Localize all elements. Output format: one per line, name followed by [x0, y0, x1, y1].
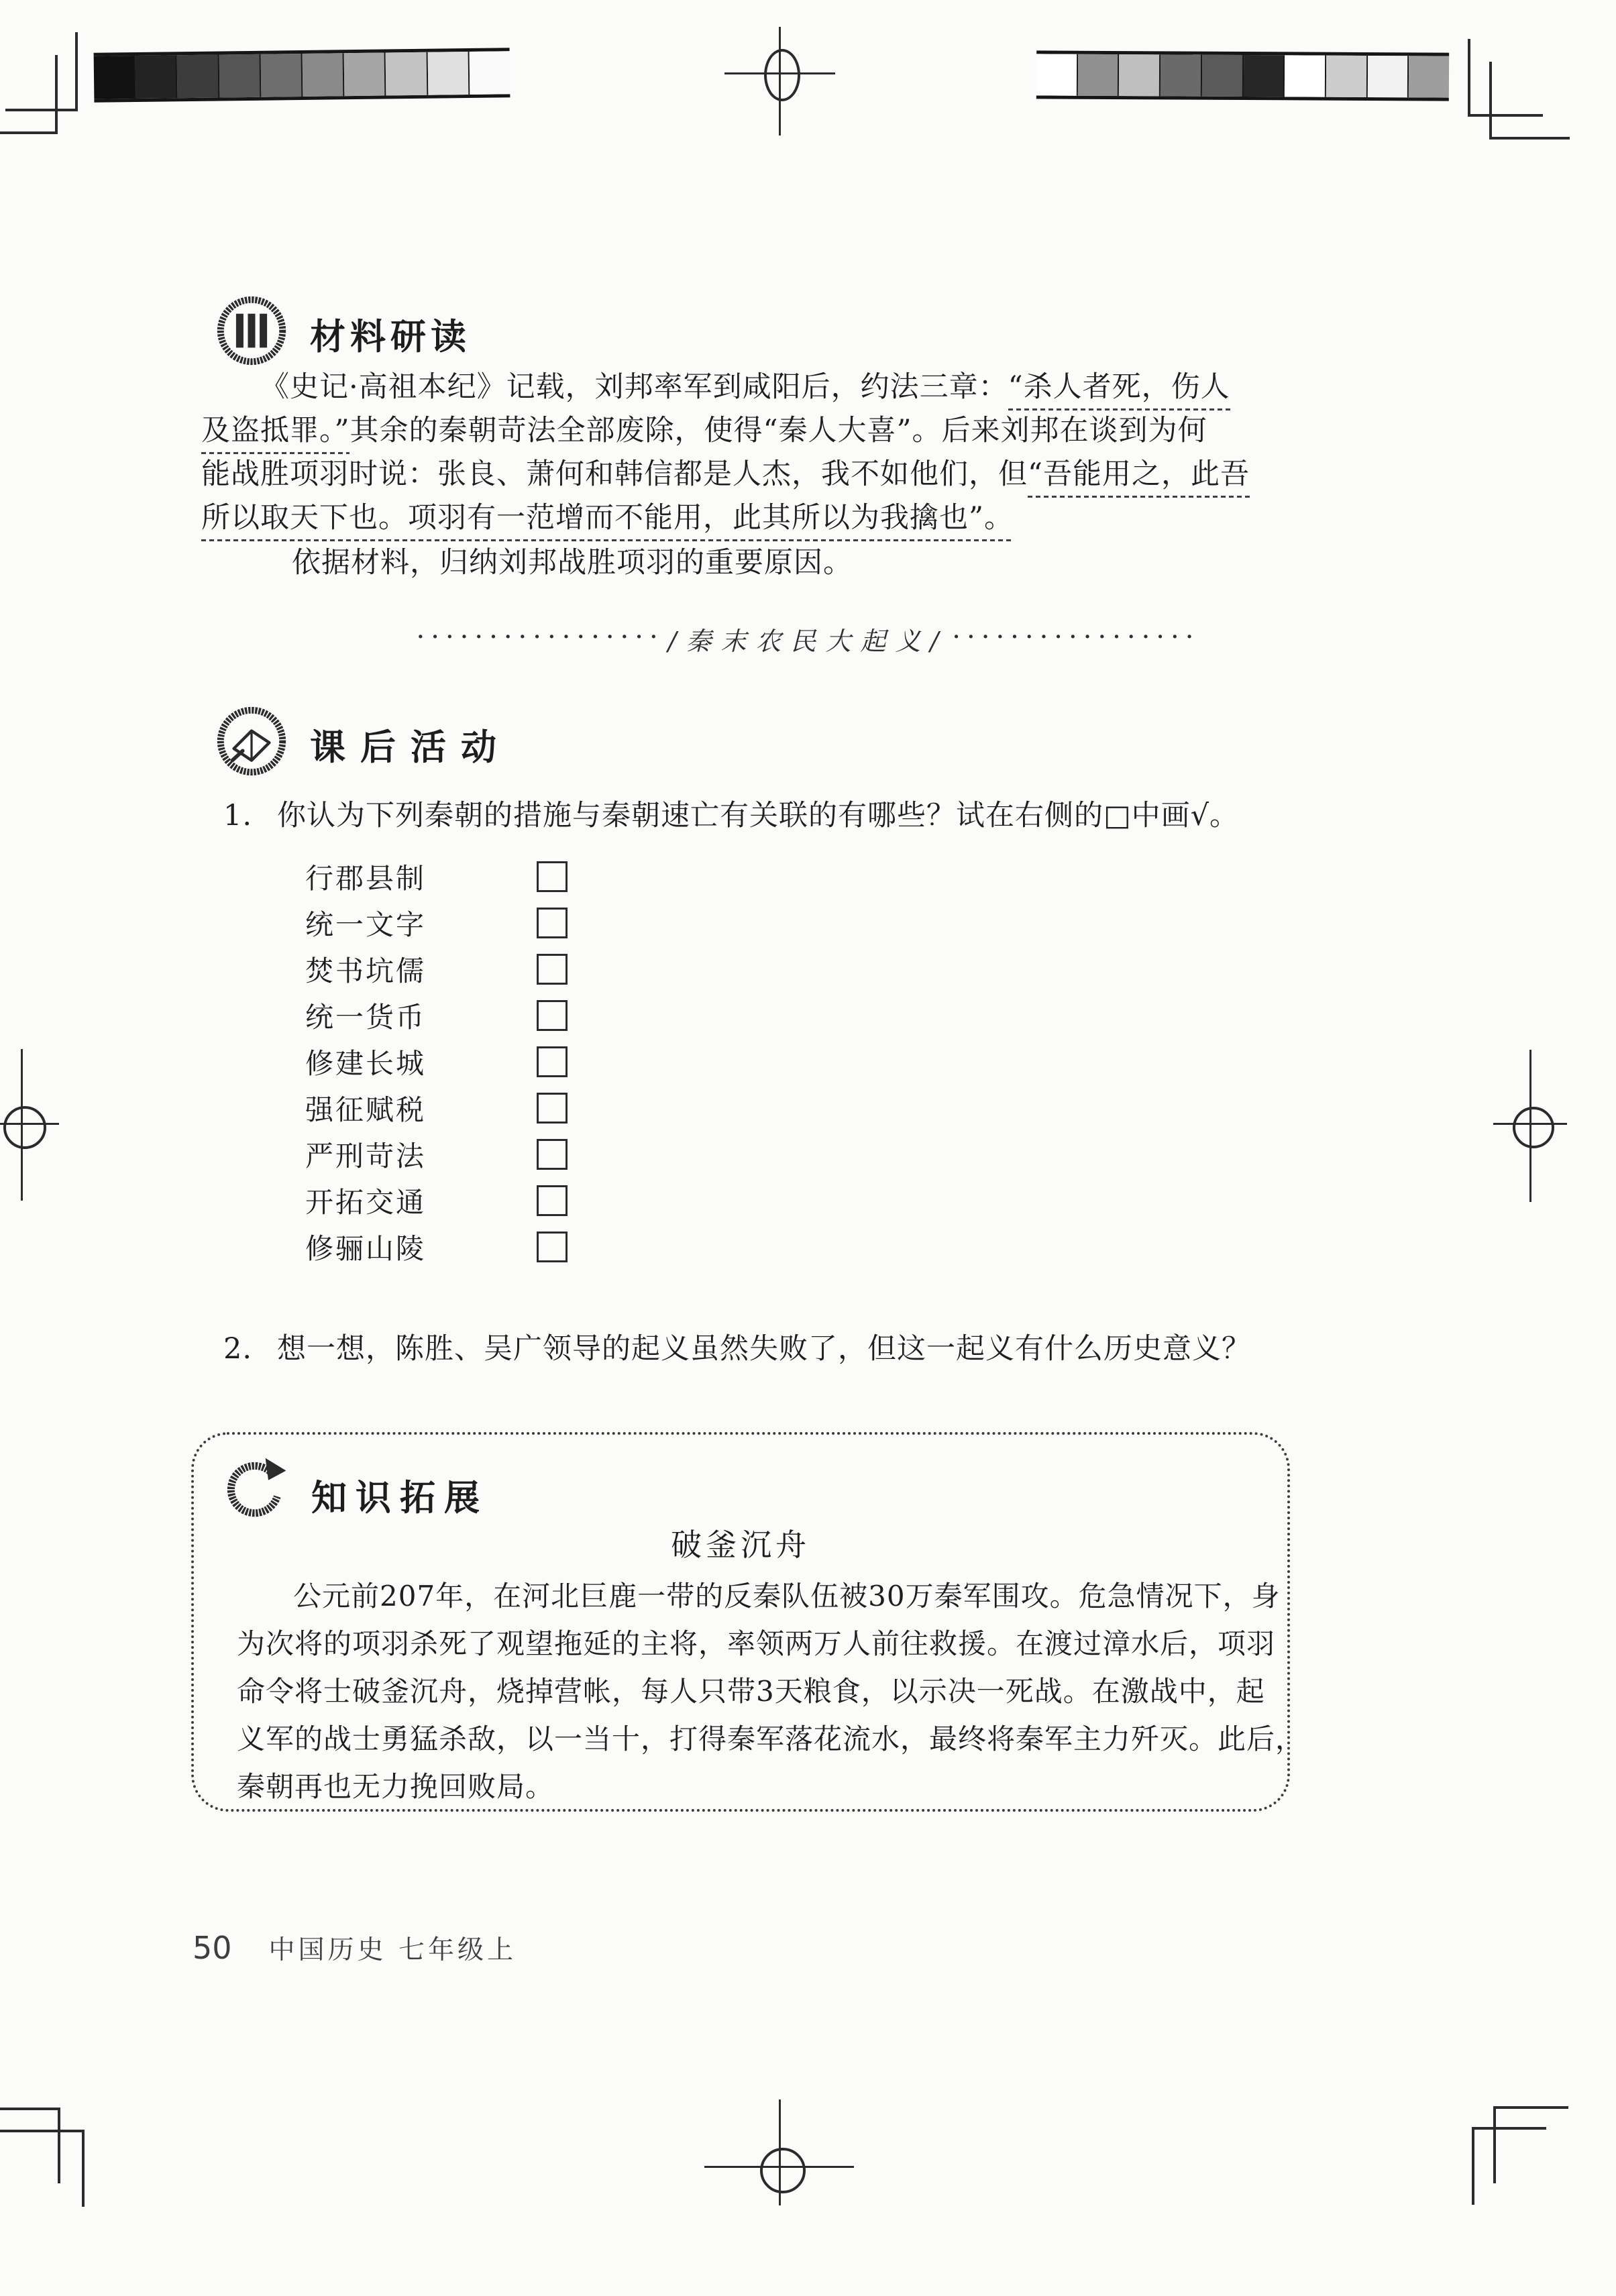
section-divider [0, 620, 1616, 657]
checkbox[interactable] [537, 1139, 568, 1170]
checkbox[interactable] [537, 861, 568, 892]
material-underlined-segment: “杀人者死，伤人 [1008, 370, 1230, 411]
calibration-patch [177, 55, 219, 99]
material-reading-heading: 材料研读 [310, 317, 471, 358]
material-text-segment: 能战胜项羽时说：张良、萧何和韩信都是人杰，我不如他们，但 [201, 457, 1028, 491]
checklist-row [305, 946, 568, 992]
calibration-patch [136, 55, 178, 99]
calibration-patch [1036, 54, 1078, 95]
page-number: 50 [193, 1930, 232, 1966]
calibration-patch [469, 51, 510, 95]
material-text-segment: 其余的秦朝苛法全部废除，使得“秦人大喜”。后来刘邦在谈到为何 [349, 414, 1207, 447]
checkbox-item-label: 严刑苛法 [305, 1139, 427, 1172]
checkbox[interactable] [537, 1046, 568, 1077]
calibration-patch [260, 54, 303, 97]
calibration-patch [386, 52, 428, 96]
material-line [201, 409, 1301, 453]
material-underlined-segment: 及盗抵罪。” [201, 414, 349, 454]
checklist [305, 853, 568, 1270]
checklist-row [305, 1131, 568, 1177]
material-underlined-segment: “吾能用之，此吾 [1028, 457, 1250, 498]
checklist-row [305, 1223, 568, 1270]
material-line [201, 453, 1301, 496]
knowledge-line: 命令将士破釜沉舟，烧掉营帐，每人只带3天粮食，以示决一死战。在激战中，起 [237, 1675, 1265, 1708]
checkbox[interactable] [537, 908, 568, 938]
checkbox-item-label: 焚书坑儒 [305, 954, 427, 987]
checkbox[interactable] [537, 1185, 568, 1216]
checklist-row [305, 992, 568, 1038]
checkbox[interactable] [537, 1000, 568, 1031]
divider-dots-left: ················· [416, 622, 664, 653]
calibration-bar-right [1036, 50, 1449, 101]
calibration-patch [219, 54, 261, 98]
knowledge-story-title: 破釜沉舟 [671, 1527, 810, 1563]
checklist-row [305, 853, 568, 899]
material-line [201, 496, 1301, 540]
calibration-patch [1119, 54, 1161, 96]
checkbox-item-label: 修建长城 [305, 1046, 427, 1080]
material-text-segment: 《史记·高祖本纪》记载，刘邦率军到咸阳后，约法三章： [260, 370, 1008, 404]
calibration-patch [1202, 55, 1244, 97]
knowledge-line: 为次将的项羽杀死了观望拖延的主将，率领两万人前往救援。在渡过漳水后，项羽 [237, 1627, 1276, 1660]
calibration-patch [1161, 54, 1202, 96]
divider-dots-right: ················· [952, 622, 1200, 653]
material-underlined-segment: 所以取天下也。项羽有一范增而不能用，此其所以为我擒也”。 [201, 501, 1014, 541]
checkbox[interactable] [537, 954, 568, 985]
checkbox-item-label: 行郡县制 [305, 861, 427, 895]
calibration-patch [1409, 56, 1449, 97]
open-book-pen-icon [215, 704, 288, 778]
calibration-patch [427, 52, 470, 95]
page-footer [193, 1929, 517, 1967]
question-1-number: 1. [223, 799, 253, 832]
question-1 [223, 793, 1239, 834]
checklist-row [305, 1038, 568, 1085]
question-2-text: 想一想，陈胜、吴广领导的起义虽然失败了，但这一起义有什么历史意义？ [277, 1332, 1251, 1366]
calibration-patch [1367, 56, 1409, 97]
checkbox[interactable] [537, 1093, 568, 1124]
knowledge-extension-box [191, 1432, 1305, 1812]
checkbox-item-label: 强征赋税 [305, 1093, 427, 1126]
material-line [201, 366, 1301, 409]
knowledge-line: 义军的战士勇猛杀敌，以一当十，打得秦军落花流水，最终将秦军主力歼灭。此后， [237, 1723, 1305, 1755]
circular-arrow-icon [217, 1452, 290, 1526]
calibration-patch [1326, 56, 1368, 97]
knowledge-line: 公元前207年，在河北巨鹿一带的反秦队伍被30万秦军围攻。危急情况下，身 [293, 1580, 1281, 1612]
book-title: 中国历史 七年级上 [268, 1935, 517, 1965]
checkbox[interactable] [537, 1232, 568, 1262]
material-prompt: 依据材料，归纳刘邦战胜项羽的重要原因。 [292, 546, 853, 580]
scroll-bars-icon [215, 294, 288, 368]
checklist-row [305, 899, 568, 946]
checkbox-item-label: 统一文字 [305, 908, 427, 941]
knowledge-line: 秦朝再也无力挽回败局。 [237, 1770, 555, 1803]
checkbox-item-label: 开拓交通 [305, 1185, 427, 1219]
question-2 [223, 1326, 1251, 1367]
divider-label: /秦末农民大起义/ [667, 626, 949, 656]
material-paragraph [201, 366, 1301, 540]
question-2-number: 2. [223, 1332, 253, 1366]
calibration-patch [303, 53, 345, 97]
checklist-row [305, 1177, 568, 1223]
checklist-row [305, 1085, 568, 1131]
knowledge-extension-heading: 知识拓展 [311, 1478, 488, 1519]
checkbox-item-label: 修骊山陵 [305, 1232, 427, 1265]
grayscale-calibration-bar-left [94, 48, 510, 103]
calibration-patch [1243, 55, 1285, 97]
calibration-patch [1078, 54, 1120, 96]
knowledge-paragraph [237, 1572, 1305, 1810]
calibration-patch [344, 52, 386, 96]
calibration-patch [1285, 55, 1326, 97]
question-1-text: 你认为下列秦朝的措施与秦朝速亡有关联的有哪些？试在右侧的□中画√。 [277, 799, 1240, 832]
after-class-heading: 课后活动 [310, 727, 511, 768]
calibration-patch [94, 56, 136, 99]
checkbox-item-label: 统一货币 [305, 1000, 427, 1034]
